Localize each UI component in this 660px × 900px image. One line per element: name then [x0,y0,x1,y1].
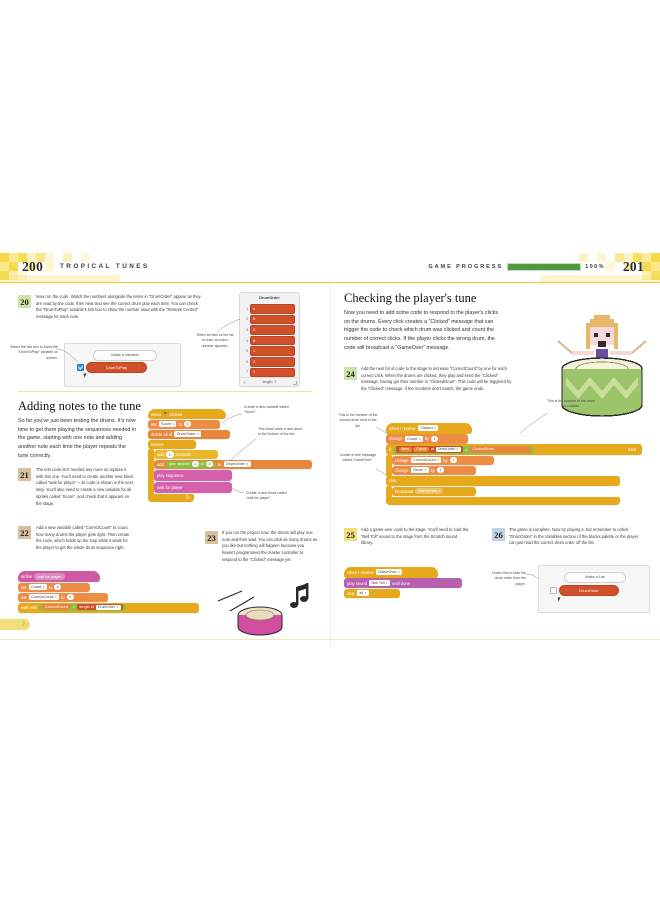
step-26-text: The game is complete. Now try playing it, but remember to untick “DrumOrder” in the Variables section of the blocks palette or the player can just read the correct drum order off the list. [509,527,639,546]
block-stop-all[interactable] [344,589,400,599]
block-label: else [389,478,397,483]
list-row-value[interactable]: 3 [250,368,295,378]
block-label: define [21,574,33,579]
block-change-count-by[interactable] [386,434,468,444]
block-label: to [178,421,182,427]
list-row-index: 4 [246,338,248,343]
step-number-24: 24 [344,367,357,380]
block-else[interactable] [386,476,620,486]
block-wait-seconds[interactable] [154,450,218,459]
annotation-adds-drum: This block adds a new drum to the bottom of the list. [258,427,303,437]
leader-line-tickbox [56,347,80,365]
block-label: set [151,421,157,427]
make-a-variable-button[interactable]: Make a Variable [93,350,157,361]
block-label: change [395,457,409,463]
input-value[interactable]: 1 [450,457,457,463]
block-label: set [21,584,27,590]
block-label: change [395,467,409,473]
step-23-text: If you run the project now, the drums will play one note and then wait. You can click as many drums as you like but nothing will happen because you haven't programmed the master controller to respond to the “Clicked” message yet. [222,530,318,562]
variable-pill-drumtoplay[interactable]: DrumToPlay [86,362,147,373]
list-row-value[interactable]: 4 [250,304,295,314]
block-when-i-receive-gameover[interactable] [344,567,438,578]
step-number-22: 22 [18,526,31,539]
block-set-correctcount-to[interactable] [18,593,108,603]
drumorder-checkbox[interactable] [550,587,557,594]
list-add-icon[interactable]: + [243,379,246,385]
list-monitor-row[interactable] [243,325,295,335]
game-progress-fill [508,264,580,270]
block-label: play sound [347,580,368,586]
input-value[interactable]: 1 [431,436,438,442]
chapter-name: TROPICAL TUNES [60,263,150,270]
block-wait-until[interactable] [18,603,199,613]
section-intro: So far you've just been testing the drums. It's now time to get them playing the sequences needed in the game, starting with one note and adding another note each time the player repeats the tune correctly. [18,418,136,459]
step-number-23: 23 [205,531,218,544]
annotation-correct-drum-number: This is the number of the correct drum held in the list. [338,413,378,428]
block-label: by [443,457,448,463]
left-page [0,283,330,648]
input-value[interactable]: 2 [166,451,173,457]
dropdown-clicked[interactable]: Clicked ▾ [418,425,438,431]
list-row-value[interactable]: 2 [250,357,295,367]
step-20-text: Now run the code. Watch the numbers alongside the items in “DrumOrder” appear as they are read by the code, then hear and see the correct drum play each time. You can check the “DrumToPlay” variable's tick box to show the number used with the “Remote Control” message for each note. [36,294,201,320]
annotation-new-message-gameover: Create a new message called “GameOver”. [339,453,377,463]
dropdown-all[interactable]: all ▾ [357,590,369,596]
footer-rule [0,639,660,640]
dropdown-count[interactable]: Count ▾ [29,584,47,590]
variable-correctcount[interactable]: CorrectCount [42,604,71,610]
dropdown-drumorder[interactable]: DrumOrder ▾ [224,461,251,467]
annotation-new-variable-score: Create a new variable called “Score”. [244,405,289,415]
step-number-20: 20 [18,295,31,308]
list-row-index: 6 [246,359,248,364]
step-22-text: Add a new variable called “CorrectCount” to count how many drums the player gets right. Then create the code, which holds up the loop while it waits for the player to get the whole drum sequence right. [36,525,130,551]
chevron-right-icon: ❯ [20,621,26,627]
book-spread [0,253,660,648]
block-label: add [157,461,164,467]
annotation-clicked-drum-number: This is the number of the drum you clicked. [546,399,596,409]
block-forever[interactable] [148,440,196,450]
block-label: when I receive [347,569,374,575]
block-label: delete all of [151,431,173,437]
list-row-index: 2 [246,317,248,322]
step-number-21: 21 [18,468,31,481]
list-row-index: 3 [246,327,248,332]
block-set-score-to[interactable] [148,420,220,430]
dropdown-score[interactable]: Score ▾ [411,467,429,473]
block-label: wait until [21,605,38,610]
input-value[interactable]: 0 [67,594,74,600]
message-oval-gameover[interactable]: GameOver ▾ [415,488,443,494]
annotation-new-block: Create a new block called “wait for player”. [246,491,287,501]
section-divider [18,391,312,392]
game-progress-percent: 100% [585,264,605,270]
list-monitor-row[interactable] [243,336,295,346]
block-label: broadcast [395,488,414,494]
step-number-25: 25 [344,528,357,541]
page-turn-chip [0,619,30,630]
block-item-of-drumorder[interactable]: item Count of DrumOrder ▾ [396,446,463,452]
page-header [0,253,660,283]
list-monitor-title: DrumOrder [240,293,299,302]
dropdown-gameover[interactable]: GameOver ▾ [376,569,403,575]
block-label: change [389,436,403,442]
block-label: to [48,584,53,590]
block-label: wait [157,452,165,457]
block-label: clicked [169,411,183,417]
leader-line-clicked-drum [516,413,550,435]
annotation-tickbox: Select the tick box to show the “DrumToPlay” variable on screen. [10,345,58,360]
block-set-count-to[interactable] [18,583,90,593]
dropdown-correctcount[interactable]: CorrectCount ▾ [29,594,60,600]
dropdown-score[interactable]: Score ▾ [159,421,177,427]
variable-count[interactable]: Count [413,447,429,453]
block-label: if [389,447,392,452]
dropdown-count[interactable]: Count ▾ [405,436,423,442]
block-when-i-receive-clicked[interactable] [386,423,472,434]
input-value[interactable]: 1 [437,467,444,473]
mouse-cursor [84,372,90,377]
list-monitor-row[interactable] [243,357,295,367]
input-value[interactable]: 0 [54,584,61,590]
game-progress [428,263,605,271]
step-number-26: 26 [492,528,505,541]
list-pill-drumorder[interactable]: DrumOrder [559,585,619,596]
block-if-then[interactable] [386,444,642,455]
list-row-index: 5 [246,349,248,354]
page-number-left: 200 [22,259,44,274]
list-row-value[interactable]: 1 [250,346,295,356]
forever-spine [148,449,154,495]
block-label: until done [392,580,411,586]
block-label: when [151,411,161,417]
block-label: wait for player [157,484,183,490]
operator-equals[interactable]: item Count of DrumOrder ▾ = ClickedDrum [393,446,534,454]
leader-line-new-block [222,479,246,495]
game-progress-bar [507,263,581,271]
block-label: when I receive [389,425,416,431]
block-label: then [627,447,636,452]
list-monitor-row[interactable] [243,346,295,356]
custom-block-oval: wait for player [34,573,64,579]
green-flag-icon: ⚑ [162,411,168,417]
list-monitor-row[interactable] [243,304,295,314]
block-label: seconds [175,452,191,457]
block-label: by [424,436,430,442]
block-label: set [21,594,27,600]
block-delete-all-of-drumorder[interactable] [148,430,230,440]
list-row-value[interactable]: 3 [250,325,295,335]
block-label: stop [347,590,355,596]
list-row-index: 1 [246,306,248,311]
list-monitor-row[interactable] [243,368,295,378]
block-label: by [430,467,435,473]
leader-line-index [216,319,242,337]
step-24-text: Add the next bit of code to the stage to increase “CorrectCount” by one for each correct click. When the drums are clicked, they play and send the “Clicked” message, having got their number in “ClickedDrum”. This code will be triggered by the “Clicked” message. If the numbers don't match, the game ends. [361,366,512,392]
section-heading: Adding notes to the tune [18,399,141,413]
input-value[interactable]: 0 [184,421,191,427]
drum-illustration [212,579,318,641]
block-label: to [218,461,222,467]
block-play-sound-until-done[interactable] [344,578,462,588]
variables-panel [64,343,181,387]
annotation-index: When an item of the list is read, an index number appears. [196,333,234,348]
block-change-score-by[interactable] [392,466,476,476]
annotation-untick-list: Untick this to hide the drum order from the player. [492,571,526,586]
loop-arrow-icon: ↻ [185,495,190,501]
variable-clickeddrum[interactable]: ClickedDrum [469,446,531,452]
block-wait-for-player[interactable] [154,482,232,494]
list-monitor-row[interactable] [243,315,295,325]
right-page [330,283,660,648]
lists-panel [538,565,650,613]
dropdown-bell-toll[interactable]: Bell Toll ▾ [369,580,390,586]
right-heading: Checking the player's tune [344,291,477,305]
block-label: forever [151,441,164,447]
list-row-index: 7 [246,370,248,375]
list-resize-handle[interactable] [293,381,297,385]
leader-line-adds-drum [228,439,258,463]
dropdown-drumorder[interactable]: DrumOrder ▾ [174,431,201,437]
block-length-of-drumorder[interactable]: length of DrumOrder ▾ [77,604,123,610]
right-intro: Now you need to add some code to respond to the player's clicks on the drums. Every click creates a “Clicked” message that can trigger the code to check which drum was clicked and count the number of correct clicks. If the player clicks the wrong drum, the code will broadcast a “GameOver” message. [344,310,498,351]
page-number-right: 201 [622,259,644,274]
list-monitor-drumorder [239,292,300,387]
block-when-flag-clicked[interactable] [148,409,226,419]
block-label: to [61,594,65,600]
step-21-text: The test code isn't needed any more so replace it with this one. You'll need to create another new block called “wait for player” – its code is shown in the next step. You'll also need to create a new variable for all sprites called “Score”, and check that it appears on the stage. [36,467,134,506]
block-define-wait-for-player[interactable] [18,571,100,582]
if-bottom [386,497,620,505]
game-progress-label: GAME PROGRESS [428,264,504,270]
block-change-correctcount-by[interactable] [392,456,494,466]
leader-line-score [222,413,244,425]
forever-bottom [148,494,194,502]
block-label: play sequence [157,472,184,478]
operator-equals[interactable]: CorrectCount = length of DrumOrder ▾ [39,604,126,611]
step-25-text: Add a game-over code to the stage. You'll need to load the “Bell Toll” sound to the stage from the Scratch sound library. [361,527,469,546]
block-pick-random[interactable]: pick random 1 to 3 [166,461,216,468]
list-monitor-footer: length: 7 [240,377,299,386]
dropdown-correctcount[interactable]: CorrectCount ▾ [411,457,442,463]
make-a-list-button[interactable]: Make a List [564,572,626,583]
block-play-sequence[interactable] [154,470,232,482]
list-row-value[interactable]: 5 [250,315,295,325]
block-broadcast-gameover[interactable] [392,487,476,497]
mouse-cursor [558,596,564,601]
list-row-value[interactable]: 8 [250,336,295,346]
